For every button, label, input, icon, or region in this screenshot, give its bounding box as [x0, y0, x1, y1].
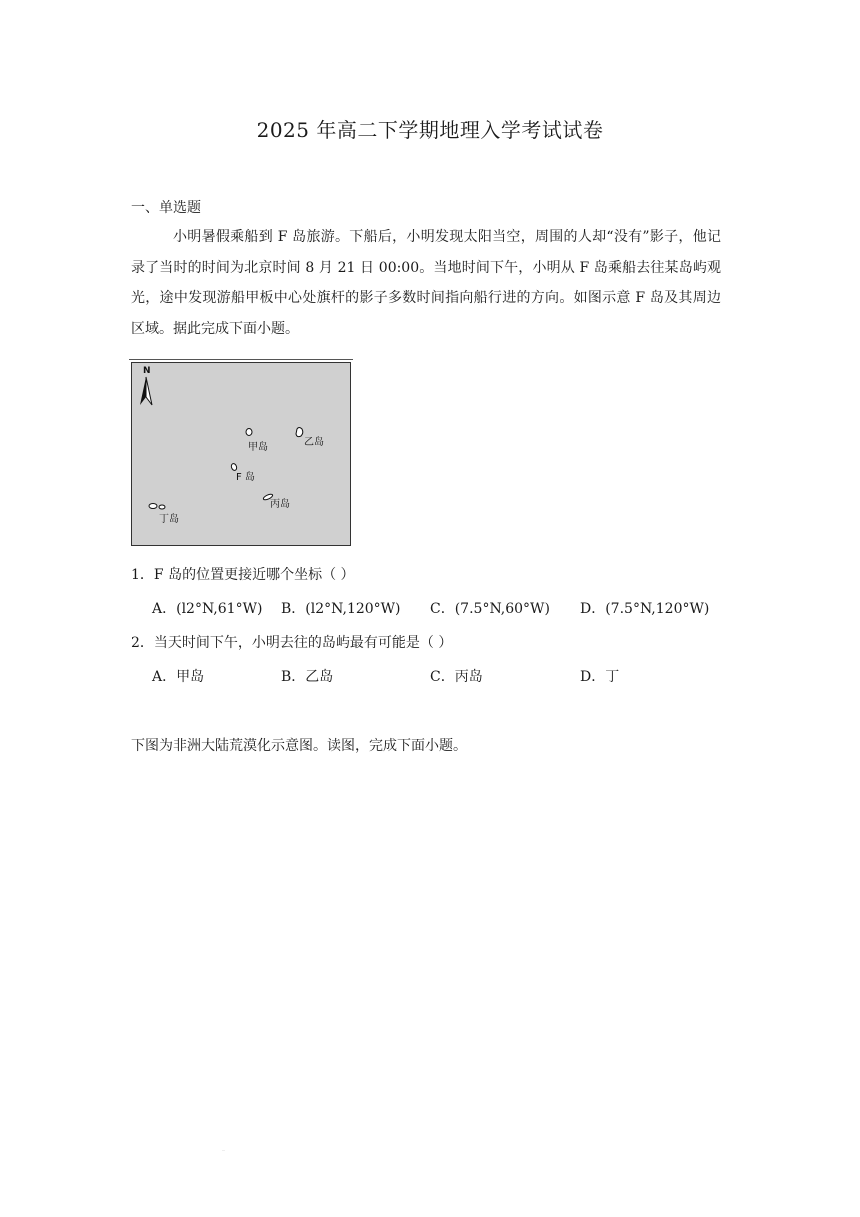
island-bing-label: 丙岛	[270, 499, 290, 510]
next-question-intro: 下图为非洲大陆荒漠化示意图。读图，完成下面小题。	[131, 738, 467, 754]
exam-title: 2025 年高二下学期地理入学考试试卷	[256, 118, 604, 142]
island-ding-shape	[149, 504, 165, 510]
question-1-option-d: D．(7.5°N,120°W)	[580, 601, 710, 617]
passage-text: 小明暑假乘船到 F 岛旅游。下船后，小明发现太阳当空，周围的人却“没有”影子，他记录了当时的时间为北京时间 8 月 21 日 00:00。当地时间下午，小明从 F 岛乘船去往某岛屿观光，途中发现游船甲板中心处旗杆的影子多数时间指向船行进的方向。如图示意 F 岛及其周边区域。据此完成下面小题。	[131, 229, 721, 337]
north-label: N	[143, 366, 151, 376]
island-f-label: F 岛	[236, 472, 255, 483]
island-map	[131, 362, 351, 546]
question-1-option-b: B．(l2°N,120°W)	[281, 601, 401, 617]
island-jia-label: 甲岛	[248, 442, 268, 453]
island-yi-shape	[296, 428, 303, 437]
question-2-stem: 2．当天时间下午，小明去往的岛屿最有可能是（ ）	[131, 635, 453, 651]
island-yi-label: 乙岛	[304, 437, 324, 448]
section-heading: 一、单选题	[131, 200, 201, 216]
island-jia-shape	[246, 429, 252, 436]
question-1-option-a: A．(l2°N,61°W)	[152, 601, 263, 617]
question-2-option-c: C．丙岛	[430, 669, 483, 685]
island-ding-label: 丁岛	[159, 514, 179, 525]
faint-mark	[222, 1150, 225, 1151]
question-2-option-b: B．乙岛	[281, 669, 334, 685]
question-2-option-d: D．丁	[580, 669, 620, 685]
north-arrow-icon	[140, 377, 152, 405]
question-1-option-c: C．(7.5°N,60°W)	[430, 601, 550, 617]
question-1-stem: 1．F 岛的位置更接近哪个坐标（ ）	[131, 567, 355, 583]
question-2-option-a: A．甲岛	[152, 669, 205, 685]
figure-top-rule	[129, 359, 353, 360]
